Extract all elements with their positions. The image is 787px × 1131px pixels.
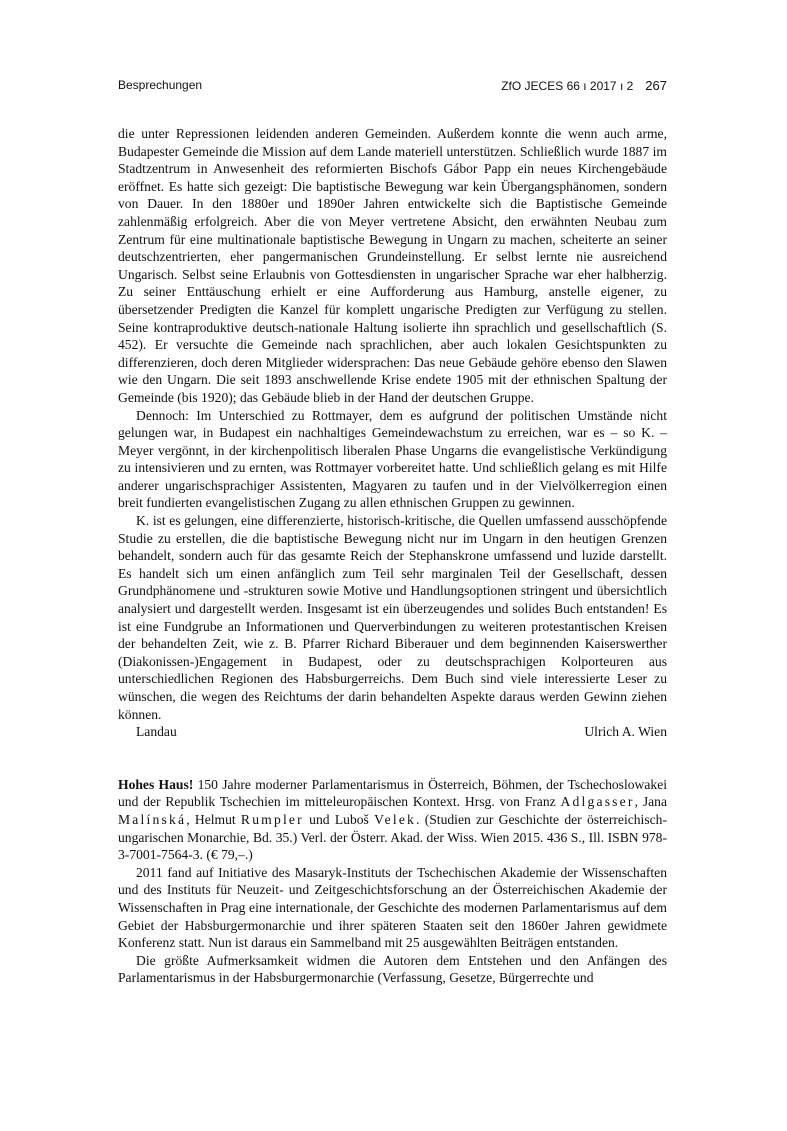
review2-paragraph-1: 2011 fand auf Initiative des Masaryk-Instituts der Tschechischen Akademie der Wissenschaften und des Instituts für Neuzeit- und Zeitgeschichtsforschung an der Österreichischen Akademie der Wissenschaften in Prag eine internationale, der Geschichte des modernen Parlamentarismus auf dem Gebiet der Habsburgermonarchie und ihrer späteren Staaten seit den 1860er Jahren gewidmete Konferenz statt. Nun ist daraus ein Sammelband mit 25 ausgewählten Beiträgen entstanden. — [118, 864, 667, 951]
editor-name: Malínská — [118, 811, 187, 827]
review2-book-title: Hohes Haus! — [118, 776, 194, 792]
review2-title-text: 150 Jahre moderner Parlamentarismus in Österreich, Böhmen, der Tschechoslowakei und der Republik Tschechien im mitteleuropäischen Kontext. Hrsg. von Franz — [118, 776, 668, 810]
editor-name: Rumpler — [240, 811, 304, 827]
editor-name: Adlgasser — [560, 794, 635, 810]
page-body — [118, 125, 667, 987]
editor-separator: , Helmut — [186, 811, 241, 827]
review1-signoff — [118, 723, 667, 741]
review1-paragraph-2: Dennoch: Im Unterschied zu Rottmayer, dem es aufgrund der politischen Umstände nicht gelungen war, in Budapest ein nachhaltiges Gemeindewachstum zu erreichen, war es – so K. – Meyer vergönnt, in der kirchenpolitisch liberalen Phase Ungarns die evangelistische Verkündigung zu intensivieren und zu ernten, was Rottmayer vorbereitet hatte. Und schließlich gelang es mit Hilfe anderer ungarischsprachiger Assistenten, Magyaren zu taufen und in der Vielvölkerregion einen breit fundierten evangelistischen Zugang zu allen ethnischen Gruppen zu gewinnen. — [118, 407, 667, 511]
editor-name: Velek — [374, 811, 417, 827]
review2-paragraph-2: Die größte Aufmerksamkeit widmen die Autoren dem Entstehen und den Anfängen des Parlamentarismus in der Habsburgermonarchie (Verfassung, Gesetze, Bürgerrechte und — [118, 952, 667, 986]
review2-publication-details: . (Studien zur Geschichte der österreichisch-ungarischen Monarchie, Bd. 35.) Verl. der Österr. Akad. der Wiss. Wien 2015. 436 S., Ill. ISBN 978-3-7001-7564-3. (€ 79,–.) — [118, 811, 667, 863]
reviewer-name: Ulrich A. Wien — [584, 724, 667, 740]
journal-info — [501, 78, 667, 93]
editor-separator: und Luboš — [303, 811, 375, 827]
section-title: Besprechungen — [118, 78, 203, 92]
editor-separator: , Jana — [634, 794, 667, 810]
page-number: 267 — [645, 78, 667, 93]
journal-issue: ZfO JECES 66 ı 2017 ı 2 — [501, 79, 634, 93]
review1-paragraph-1: die unter Repressionen leidenden anderen Gemeinden. Außerdem konnte die wenn auch arme, Budapester Gemeinde die Mission auf dem Lande materiell unterstützen. Schließlich wurde 1887 im Stadtzentrum in Anwesenheit des reformierten Bischofs Gábor Papp ein neues Kirchengebäude eröffnet. Es hatte sich gezeigt: Die baptistische Bewegung war kein Übergangsphänomen, sondern von Dauer. In den 1880er und 1890er Jahren entwickelte sich die Baptistische Gemeinde zahlenmäßig erfolgreich. Aber die von Meyer vertretene Absicht, den erwähnten Neubau zum Zentrum für eine multinationale baptistische Bewegung in Ungarn zu machen, scheiterte an seiner deutschzentrierten, eher pangermanischen Grundeinstellung. Er selbst lernte nie ausreichend Ungarisch. Selbst seine Erlaubnis von Gottesdiensten in ungarischer Sprache war eher halbherzig. Zu seiner Enttäuschung erhielt er eine Aufforderung aus Hamburg, anstelle eigener, zu übersetzender Predigten die Kanzel für komplett ungarische Predigten zur Verfügung zu stellen. Seine kontraproduktive deutsch-nationale Haltung isolierte ihn sprachlich und gesellschaftlich (S. 452). Er versuchte die Gemeinde nach sprachlichen, aber auch lokalen Gesichtspunkten zu differenzieren, doch deren Mitglieder widersprachen: Das neue Gebäude gehöre ebenso den Slawen wie den Ungarn. Die seit 1893 anschwellende Krise endete 1905 mit der ethnischen Spaltung der Gemeinde (bis 1920); das Gebäude blieb in der Hand der deutschen Gruppe. — [118, 126, 667, 405]
review1-paragraph-3: K. ist es gelungen, eine differenzierte, historisch-kritische, die Quellen umfassend ausschöpfende Studie zu erstellen, die die baptistische Bewegung nicht nur im Ungarn in den heutigen Grenzen behandelt, sondern auch für das gesamte Reich der Stephanskrone umfassend und luzide darstellt. Es handelt sich um einen anfänglich zum Teil sehr marginalen Teil der Gesellschaft, dessen Grundphänomene und -strukturen sowie Motive und Handlungsoptionen stringent und übersichtlich analysiert und dargestellt werden. Insgesamt ist ein überzeugendes und solides Buch entstanden! Es ist eine Fundgrube an Informationen und Querverbindungen zu weiteren protestantischen Kreisen der behandelten Zeit, wie z. B. Pfarrer Richard Biberauer und dem beginnenden Kaiserswerther (Diakonissen-)Engagement in Budapest, oder zu deutschsprachigen Kolporteuren aus unterschiedlichen Regionen des Habsburgerreichs. Dem Buch sind viele interessierte Leser zu wünschen, die wegen des Reichtums der darin behandelten Aspekte daraus werden Gewinn ziehen können. — [118, 513, 667, 722]
review-separator — [118, 741, 667, 776]
review2-bibliographic-header — [118, 776, 667, 864]
review-place: Landau — [136, 724, 177, 740]
running-head — [118, 78, 667, 96]
